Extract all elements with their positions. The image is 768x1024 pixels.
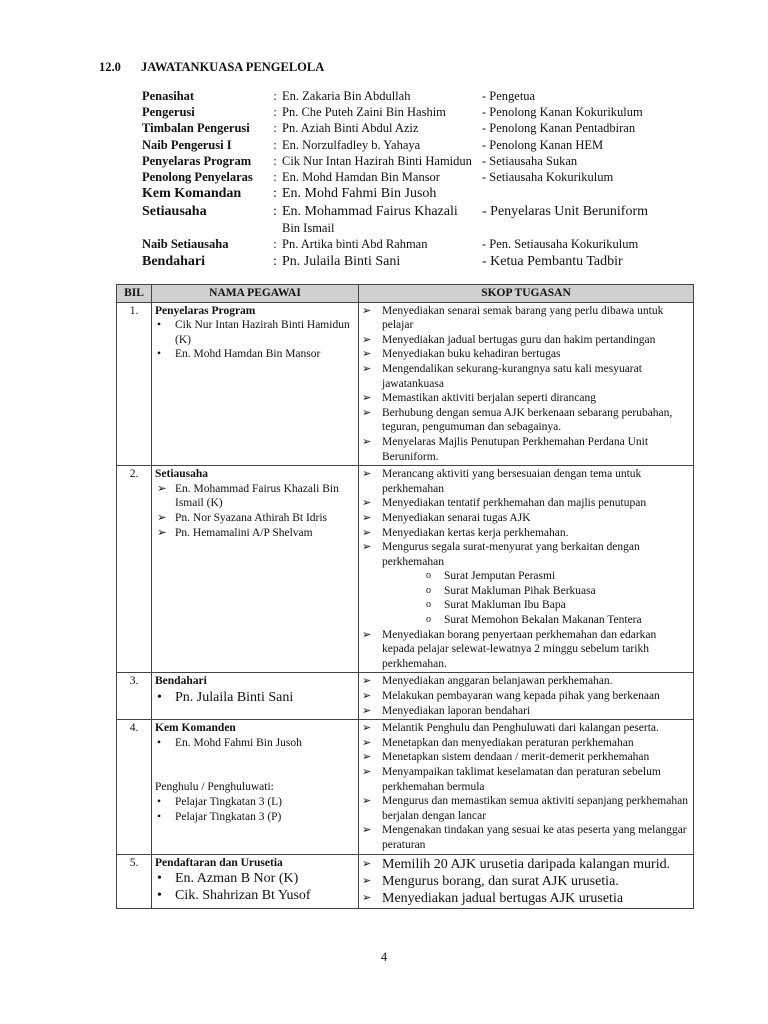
row-number: 3. bbox=[117, 673, 152, 720]
committee-colon: : bbox=[273, 121, 277, 136]
task-item bbox=[362, 856, 690, 873]
member-item bbox=[155, 511, 355, 526]
section-title: JAWATANKUASA PENGELOLA bbox=[141, 60, 325, 74]
member-marker: • bbox=[157, 796, 162, 808]
arrow-bullet-icon: ➢ bbox=[362, 704, 372, 717]
unit-title: Penyelaras Program bbox=[155, 304, 256, 317]
subgroup-item bbox=[155, 810, 355, 825]
task-list bbox=[362, 856, 690, 907]
committee-position: - Penolong Kanan Pentadbiran bbox=[482, 121, 636, 136]
arrow-bullet-icon: ➢ bbox=[362, 362, 372, 375]
task-text: Mengurus segala surat-menyurat yang berkaitan dengan perkhemahan bbox=[382, 541, 640, 568]
committee-row bbox=[142, 253, 702, 271]
committee-position: - Setiausaha Sukan bbox=[482, 153, 578, 168]
member-item bbox=[155, 736, 355, 751]
member-item bbox=[155, 318, 355, 347]
committee-colon: : bbox=[273, 237, 277, 252]
task-item bbox=[362, 628, 690, 672]
row-number: 5. bbox=[117, 854, 152, 908]
committee-list bbox=[142, 88, 702, 270]
tasks-cell bbox=[359, 466, 694, 673]
task-item bbox=[362, 496, 690, 511]
arrow-bullet-icon: ➢ bbox=[362, 722, 372, 735]
committee-name: En. Mohammad Fairus Khazali bbox=[282, 203, 458, 219]
table-row bbox=[117, 854, 694, 908]
arrow-bullet-icon: ➢ bbox=[362, 406, 372, 419]
committee-position: - Ketua Pembantu Tadbir bbox=[482, 253, 623, 269]
arrow-bullet-icon: ➢ bbox=[362, 392, 372, 405]
task-text: Menyediakan anggaran belanjawan perkhemahan. bbox=[382, 675, 613, 688]
member-marker: • bbox=[157, 810, 162, 823]
committee-position: - Penyelaras Unit Beruniform bbox=[482, 203, 649, 219]
committee-colon: : bbox=[273, 153, 277, 168]
committee-role: Penolong Penyelaras bbox=[142, 170, 253, 185]
committee-role: Setiausaha bbox=[142, 203, 207, 219]
header-bil: BIL bbox=[117, 285, 152, 303]
duties-table bbox=[116, 284, 694, 909]
task-text: Merancang aktiviti yang bersesuaian dengan tema untuk perkhemahan bbox=[382, 468, 642, 495]
task-text: Menyediakan buku kehadiran bertugas bbox=[382, 348, 561, 361]
circle-bullet-icon: o bbox=[426, 614, 431, 626]
committee-name: Cik Nur Intan Hazirah Binti Hamidun bbox=[282, 153, 472, 168]
member-item bbox=[155, 526, 355, 541]
officer-cell bbox=[152, 854, 359, 908]
member-marker: • bbox=[157, 348, 162, 361]
task-text: Menyediakan kertas kerja perkhemahan. bbox=[382, 526, 569, 539]
arrow-bullet-icon: ➢ bbox=[362, 874, 372, 887]
member-marker: ➢ bbox=[157, 482, 167, 495]
page-number: 4 bbox=[380, 950, 388, 964]
committee-row bbox=[142, 203, 702, 221]
committee-position: - Setiausaha Kokurikulum bbox=[482, 170, 614, 185]
task-text: Menyampaikan taklimat keselamatan dan peraturan sebelum perkhemahan bermula bbox=[382, 766, 661, 793]
member-name: Cik Nur Intan Hazirah Binti Hamidun (K) bbox=[175, 319, 350, 346]
subgroup-list bbox=[155, 795, 355, 824]
task-item bbox=[362, 511, 690, 526]
row-number: 4. bbox=[117, 720, 152, 854]
committee-colon bbox=[268, 220, 282, 236]
row-number: 2. bbox=[117, 466, 152, 673]
member-name: Pn. Nor Syazana Athirah Bt Idris bbox=[175, 511, 328, 524]
committee-colon: : bbox=[273, 186, 277, 202]
member-item bbox=[155, 482, 355, 511]
task-list bbox=[362, 304, 690, 465]
section-heading bbox=[99, 60, 324, 75]
table-row bbox=[117, 466, 694, 673]
task-text: Menyelaras Majlis Penutupan Perkhemahan Perdana Unit Beruniform. bbox=[382, 435, 649, 463]
committee-name: En. Mohd Hamdan Bin Mansor bbox=[282, 170, 440, 185]
committee-colon: : bbox=[273, 137, 277, 152]
tasks-cell bbox=[359, 720, 694, 854]
task-item bbox=[362, 526, 690, 541]
task-item bbox=[362, 347, 690, 362]
letter-name: Surat Jemputan Perasmi bbox=[444, 570, 556, 583]
member-item bbox=[155, 689, 355, 706]
task-text: Menyediakan tentatif perkhemahan dan majlis penutupan bbox=[382, 497, 647, 510]
task-item bbox=[362, 333, 690, 348]
member-name: En. Azman B Nor (K) bbox=[175, 871, 299, 887]
committee-role: Naib Setiausaha bbox=[142, 237, 229, 252]
committee-colon: : bbox=[273, 203, 277, 219]
member-name: En. Mohd Fahmi Bin Jusoh bbox=[175, 736, 302, 749]
arrow-bullet-icon: ➢ bbox=[362, 468, 372, 481]
task-item bbox=[362, 362, 690, 391]
table-row bbox=[117, 720, 694, 854]
table-header-row bbox=[117, 285, 694, 303]
tasks-cell bbox=[359, 673, 694, 720]
unit-title: Kem Komanden bbox=[155, 722, 236, 735]
member-list bbox=[155, 870, 355, 904]
spacer bbox=[155, 750, 355, 780]
duties-table-body bbox=[117, 302, 694, 908]
task-text: Menetapkan dan menyediakan peraturan perkhemahan bbox=[382, 736, 634, 749]
task-item bbox=[362, 391, 690, 406]
task-item bbox=[362, 890, 690, 907]
task-item bbox=[362, 794, 690, 823]
task-text: Berhubung dengan semua AJK berkenaan sebarang perubahan, teguran, pengumuman dan sebagainya. bbox=[382, 406, 673, 434]
officer-cell bbox=[152, 720, 359, 854]
subgroup-item bbox=[155, 795, 355, 810]
arrow-bullet-icon: ➢ bbox=[362, 690, 372, 703]
task-item bbox=[362, 304, 690, 333]
unit-title: Pendaftaran dan Urusetia bbox=[155, 856, 283, 869]
task-text: Mengenakan tindakan yang sesuai ke atas peserta yang melanggar peraturan bbox=[382, 824, 687, 851]
section-number: 12.0 bbox=[99, 60, 121, 74]
task-text: Mengurus borang, dan surat AJK urusetia. bbox=[382, 873, 619, 889]
member-marker: • bbox=[157, 736, 162, 749]
task-text: Mengurus dan memastikan semua aktiviti sepanjang perkhemahan berjalan dengan lancar bbox=[382, 795, 688, 822]
officer-cell bbox=[152, 673, 359, 720]
committee-role: Kem Komandan bbox=[142, 186, 242, 202]
arrow-bullet-icon: ➢ bbox=[362, 304, 372, 317]
member-item bbox=[155, 870, 355, 887]
member-marker: • bbox=[157, 319, 162, 332]
task-text: Memastikan aktiviti berjalan seperti dirancang bbox=[382, 392, 596, 405]
member-marker: • bbox=[157, 871, 162, 887]
committee-role bbox=[142, 220, 268, 236]
task-item bbox=[362, 467, 690, 496]
committee-name: Pn. Artika binti Abd Rahman bbox=[282, 237, 428, 252]
member-marker: • bbox=[157, 888, 162, 904]
task-text: Menetapkan sistem dendaan / merit-demerit perkhemahan bbox=[382, 751, 650, 764]
committee-position: - Penolong Kanan Kokurikulum bbox=[482, 105, 643, 120]
task-item bbox=[362, 406, 690, 435]
circle-bullet-icon: o bbox=[426, 570, 431, 582]
committee-name: Pn. Che Puteh Zaini Bin Hashim bbox=[282, 105, 446, 120]
committee-colon: : bbox=[273, 105, 277, 120]
unit-title: Bendahari bbox=[155, 675, 207, 688]
committee-position: - Penolong Kanan HEM bbox=[482, 137, 604, 152]
committee-name: En. Mohd Fahmi Bin Jusoh bbox=[282, 186, 437, 202]
task-item bbox=[362, 823, 690, 852]
task-item bbox=[362, 674, 690, 689]
letter-item bbox=[382, 598, 690, 613]
task-text: Menyediakan laporan bendahari bbox=[382, 704, 531, 717]
arrow-bullet-icon: ➢ bbox=[362, 497, 372, 510]
member-name: Pn. Hemamalini A/P Shelvam bbox=[175, 526, 313, 539]
committee-row bbox=[142, 220, 702, 236]
member-list bbox=[155, 482, 355, 540]
tasks-cell bbox=[359, 854, 694, 908]
subgroup-name: Pelajar Tingkatan 3 (L) bbox=[175, 796, 282, 808]
committee-position: - Pengetua bbox=[482, 89, 536, 103]
letter-item bbox=[382, 584, 690, 599]
committee-name: Bin Ismail bbox=[282, 221, 335, 236]
task-text: Menyediakan borang penyertaan perkhemahan dan edarkan kepada pelajar selewat-lewatnya 2 minggu sebelum tarikh perkhemahan. bbox=[382, 628, 657, 670]
arrow-bullet-icon: ➢ bbox=[362, 541, 372, 554]
committee-row bbox=[142, 88, 702, 104]
circle-bullet-icon: o bbox=[426, 584, 431, 596]
committee-name: Pn. Julaila Binti Sani bbox=[282, 253, 401, 269]
arrow-bullet-icon: ➢ bbox=[362, 675, 372, 688]
letter-item bbox=[382, 613, 690, 628]
member-list bbox=[155, 736, 355, 751]
task-list bbox=[362, 674, 690, 718]
task-item bbox=[362, 540, 690, 628]
member-name: Pn. Julaila Binti Sani bbox=[175, 690, 294, 706]
task-text: Menyediakan senarai tugas AJK bbox=[382, 511, 531, 524]
letter-name: Surat Memohon Bekalan Makanan Tentera bbox=[444, 614, 642, 627]
committee-position: - Pen. Setiausaha Kokurikulum bbox=[482, 237, 639, 252]
arrow-bullet-icon: ➢ bbox=[362, 333, 372, 346]
committee-role: Naib Pengerusi I bbox=[142, 137, 232, 152]
committee-name: Pn. Aziah Binti Abdul Aziz bbox=[282, 121, 419, 136]
committee-row bbox=[142, 153, 702, 169]
task-item bbox=[362, 765, 690, 794]
arrow-bullet-icon: ➢ bbox=[362, 511, 372, 524]
letter-item bbox=[382, 569, 690, 584]
committee-colon: : bbox=[273, 253, 277, 269]
member-list bbox=[155, 318, 355, 362]
committee-colon: : bbox=[273, 89, 277, 103]
task-item bbox=[362, 750, 690, 765]
member-marker: ➢ bbox=[157, 511, 167, 524]
task-list bbox=[362, 721, 690, 852]
task-item bbox=[362, 704, 690, 719]
arrow-bullet-icon: ➢ bbox=[362, 891, 372, 904]
letter-name: Surat Makluman Ibu Bapa bbox=[444, 599, 566, 612]
task-list bbox=[362, 467, 690, 671]
committee-row bbox=[142, 137, 702, 153]
table-row bbox=[117, 673, 694, 720]
committee-role: Timbalan Pengerusi bbox=[142, 121, 250, 136]
officer-cell bbox=[152, 466, 359, 673]
task-text: Menyediakan senarai semak barang yang perlu dibawa untuk pelajar bbox=[382, 304, 664, 332]
committee-row bbox=[142, 104, 702, 120]
arrow-bullet-icon: ➢ bbox=[362, 795, 372, 808]
arrow-bullet-icon: ➢ bbox=[362, 824, 372, 837]
officer-cell bbox=[152, 302, 359, 466]
task-text: Memilih 20 AJK urusetia daripada kalangan murid. bbox=[382, 856, 671, 872]
task-text: Melantik Penghulu dan Penghuluwati dari kalangan peserta. bbox=[382, 722, 659, 735]
committee-row bbox=[142, 185, 702, 203]
task-text: Mengendalikan sekurang-kurangnya satu kali mesyuarat jawatankuasa bbox=[382, 362, 642, 390]
arrow-bullet-icon: ➢ bbox=[362, 526, 372, 539]
committee-role: Bendahari bbox=[142, 253, 206, 269]
subgroup-label: Penghulu / Penghuluwati: bbox=[155, 781, 274, 794]
letter-list bbox=[382, 569, 690, 627]
header-nama: NAMA PEGAWAI bbox=[152, 285, 359, 303]
arrow-bullet-icon: ➢ bbox=[362, 628, 372, 641]
task-text: Menyediakan jadual bertugas AJK urusetia bbox=[382, 890, 624, 906]
committee-row bbox=[142, 169, 702, 185]
member-item bbox=[155, 887, 355, 904]
task-item bbox=[362, 721, 690, 736]
arrow-bullet-icon: ➢ bbox=[362, 435, 372, 448]
row-number: 1. bbox=[117, 302, 152, 466]
subgroup-name: Pelajar Tingkatan 3 (P) bbox=[175, 810, 282, 823]
committee-colon: : bbox=[273, 170, 277, 185]
committee-role: Penyelaras Program bbox=[142, 153, 252, 168]
circle-bullet-icon: o bbox=[426, 599, 431, 611]
committee-row bbox=[142, 236, 702, 252]
arrow-bullet-icon: ➢ bbox=[362, 736, 372, 749]
task-item bbox=[362, 689, 690, 704]
committee-role: Penasihat bbox=[142, 89, 195, 103]
member-item bbox=[155, 347, 355, 362]
member-name: En. Mohd Hamdan Bin Mansor bbox=[175, 348, 321, 361]
task-text: Menyediakan jadual bertugas guru dan hakim pertandingan bbox=[382, 333, 656, 346]
tasks-cell bbox=[359, 302, 694, 466]
task-item bbox=[362, 435, 690, 464]
member-name: En. Mohammad Fairus Khazali Bin Ismail (K) bbox=[175, 482, 339, 510]
member-list bbox=[155, 689, 355, 706]
member-marker: • bbox=[157, 690, 162, 706]
arrow-bullet-icon: ➢ bbox=[362, 857, 372, 870]
unit-title: Setiausaha bbox=[155, 468, 209, 481]
letter-name: Surat Makluman Pihak Berkuasa bbox=[444, 584, 596, 597]
arrow-bullet-icon: ➢ bbox=[362, 751, 372, 764]
committee-role: Pengerusi bbox=[142, 105, 195, 120]
committee-name: En. Norzulfadley b. Yahaya bbox=[282, 137, 421, 152]
committee-name: En. Zakaria Bin Abdullah bbox=[282, 89, 411, 103]
task-item bbox=[362, 736, 690, 751]
arrow-bullet-icon: ➢ bbox=[362, 766, 372, 778]
header-skop: SKOP TUGASAN bbox=[359, 285, 694, 303]
task-item bbox=[362, 873, 690, 890]
table-row bbox=[117, 302, 694, 466]
committee-row bbox=[142, 120, 702, 136]
arrow-bullet-icon: ➢ bbox=[362, 348, 372, 361]
task-text: Melakukan pembayaran wang kepada pihak yang berkenaan bbox=[382, 690, 660, 703]
member-name: Cik. Shahrizan Bt Yusof bbox=[175, 888, 311, 904]
member-marker: ➢ bbox=[157, 526, 167, 539]
